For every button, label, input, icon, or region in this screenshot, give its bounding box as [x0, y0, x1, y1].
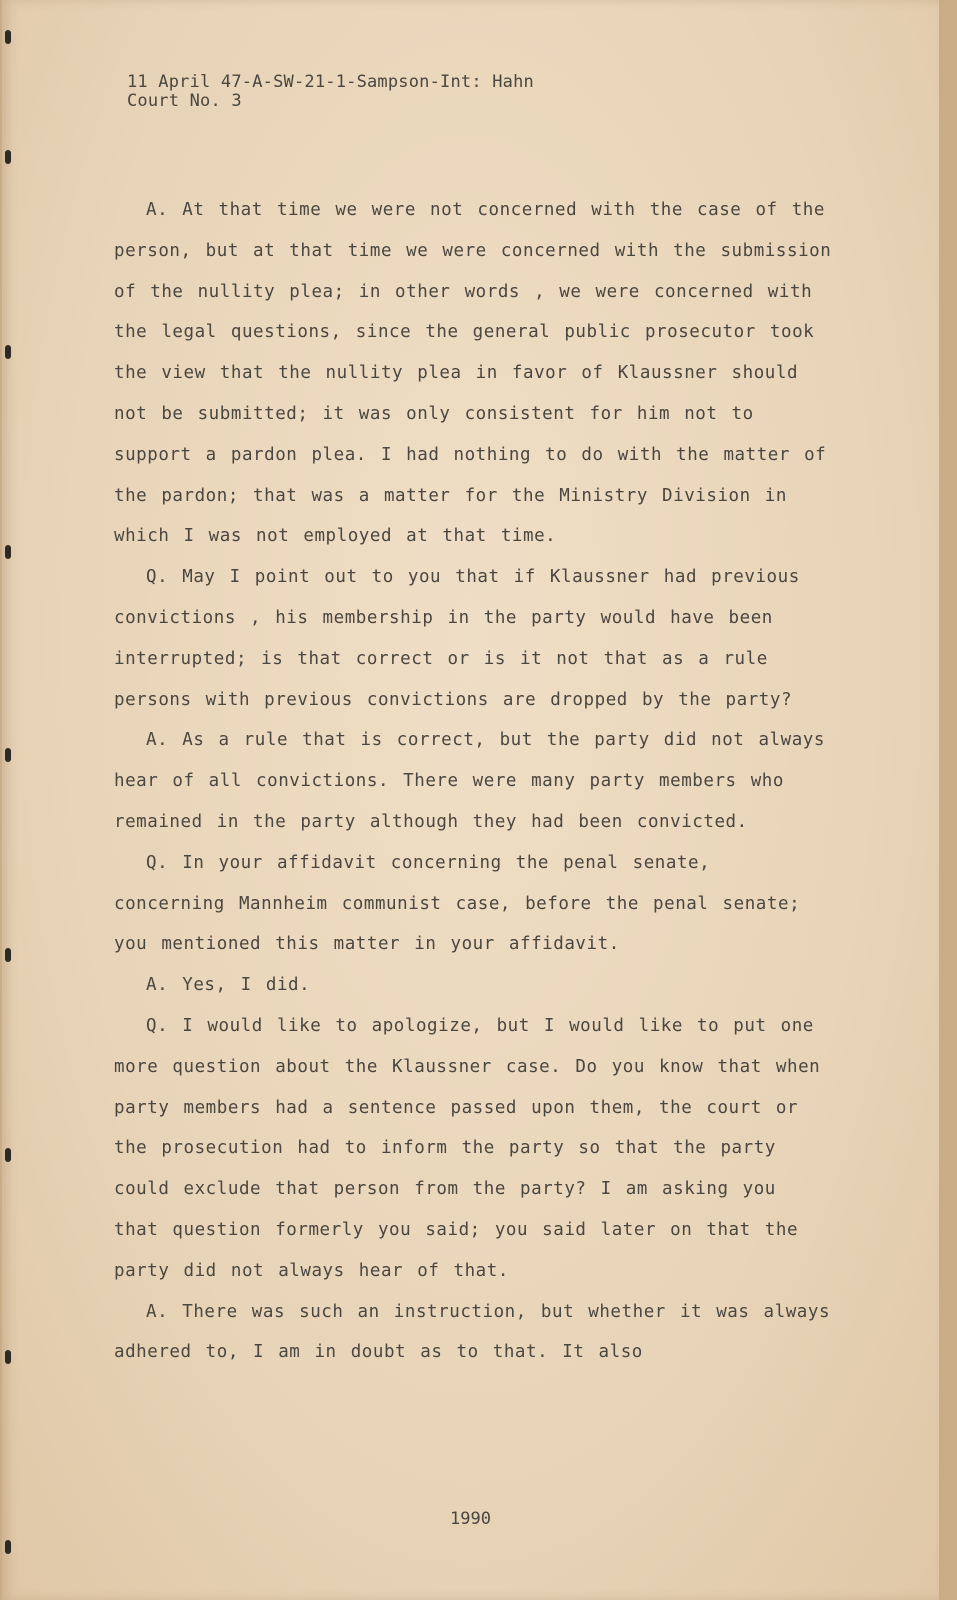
document-page — [2, 0, 939, 1600]
binding-hole — [5, 30, 11, 44]
answer-paragraph: A. At that time we were not concerned with the case of the person, but at that time we were concerned with the submission of the nullity plea; in other words , we were concerned with the legal questions, since the general public prosecutor took the view that the nullity plea in favor of Klaussner should not be submitted; it was only consistent for him not to support a pardon plea. I had nothing to do with the matter of the pardon; that was a matter for the Ministry Division in which I was not employed at that time. — [114, 200, 832, 547]
answer-paragraph: A. There was such an instruction, but whether it was always adhered to, I am in doubt as to that. It also — [114, 1301, 831, 1363]
question-paragraph: Q. I would like to apologize, but I would like to put one more question about the Klaussner case. Do you know that when party members had a sentence passed upon them, the court or the prosecution had to inform the party so that the party could exclude that person from the party? I am asking you that question formerly you said; you said later on that the party did not always hear of that. — [114, 1015, 821, 1281]
question-paragraph: Q. In your affidavit concerning the penal senate, concerning Mannheim communist case, before the penal senate; you mentioned this matter in your affidavit. — [114, 852, 801, 955]
answer-paragraph: A. Yes, I did. — [146, 975, 311, 996]
binding-hole — [5, 1350, 11, 1364]
binding-hole — [5, 1540, 11, 1554]
binding-holes — [2, 0, 12, 1600]
binding-hole — [5, 150, 11, 164]
transcript-body — [114, 190, 834, 1373]
binding-hole — [5, 345, 11, 359]
document-header — [127, 73, 534, 111]
header-line-2: Court No. 3 — [127, 91, 242, 111]
binding-hole — [5, 948, 11, 962]
binding-hole — [5, 1148, 11, 1162]
binding-hole — [5, 545, 11, 559]
question-paragraph: Q. May I point out to you that if Klaussner had previous convictions , his membership in the party would have been interrupted; is that correct or is it not that as a rule persons with previous convictions are dropped by the party? — [114, 567, 800, 710]
binding-hole — [5, 748, 11, 762]
header-line-1: 11 April 47-A-SW-21-1-Sampson-Int: Hahn — [127, 72, 534, 92]
answer-paragraph: A. As a rule that is correct, but the party did not always hear of all convictions. There were many party members who remained in the party although they had been convicted. — [114, 730, 825, 832]
page-number: 1990 — [450, 1509, 491, 1529]
